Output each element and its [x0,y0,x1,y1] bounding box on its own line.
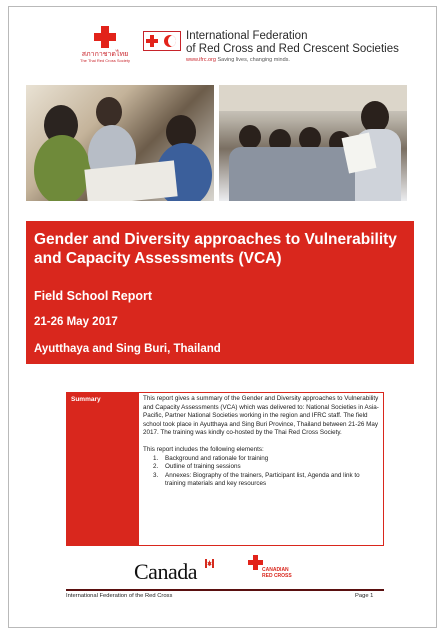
ifrc-name-line2: of Red Cross and Red Crescent Societies [186,43,399,55]
ifrc-logo-text [186,30,399,64]
summary-paragraph-1: This report gives a summary of the Gender and Diversity approaches to Vulnerability and Capacity Assessments (VCA) which was delivered to: National Societies in Asia-Pacific, Partner National Societies working in the region and IFRC staff. The field school took place in Ayutthaya and Sing Buri Province, Thailand between 21-26 May 2017. The training was kindly co-hosted by the Thai Red Cross Society. [143,395,379,437]
report-dates: 21-26 May 2017 [34,316,118,328]
list-item-number: 3. [153,471,159,479]
crc-name-line2: RED CROSS [262,573,292,579]
summary-list-item [143,472,381,489]
red-cross-icon [94,26,116,48]
ifrc-slogan: Saving lives, changing minds. [217,57,290,63]
report-subtitle: Field School Report [34,289,153,303]
training-photo-right [219,85,407,201]
ifrc-url: www.ifrc.org [186,57,216,63]
footer-page-number: Page 1 [355,593,374,599]
list-item-text: Outline of training sessions [165,463,241,471]
canada-flag-icon [205,559,214,568]
list-item-number: 2. [153,463,159,471]
list-item-text: Background and rationale for training [165,454,269,462]
footer-rule [66,589,384,591]
canada-wordmark: Canada [134,559,197,584]
summary-paragraph-2: This report includes the following elements: [143,445,264,453]
ifrc-name-line1: International Federation [186,30,308,42]
report-title-panel [26,221,414,364]
canadian-red-cross-logo [248,555,308,579]
thai-logo-english: The Thai Red Cross Society [80,58,130,63]
report-location: Ayutthaya and Sing Buri, Thailand [34,343,221,355]
crc-name-line1: CANADIAN [262,567,289,573]
summary-label: Summary [67,393,139,545]
report-title: Gender and Diversity approaches to Vulnerability and Capacity Assessments (VCA) [34,231,397,267]
summary-body [143,395,381,489]
thai-red-cross-logo [80,26,130,63]
summary-list [143,455,381,489]
summary-box [66,392,384,546]
ifrc-emblem-icon [143,31,181,51]
thai-logo-name: สภากาชาดไทย [81,50,129,58]
list-item-text: Annexes: Biography of the trainers, Participant list, Agenda and link to training materials and key resources [165,471,360,488]
summary-list-item [143,455,381,464]
summary-list-item [143,463,381,472]
red-cross-icon [248,555,263,570]
crc-name [262,567,302,579]
footer-organization: International Federation of the Red Cross [66,593,173,599]
list-item-number: 1. [153,454,159,462]
training-photo-left [26,85,214,201]
ifrc-tagline [186,56,399,64]
